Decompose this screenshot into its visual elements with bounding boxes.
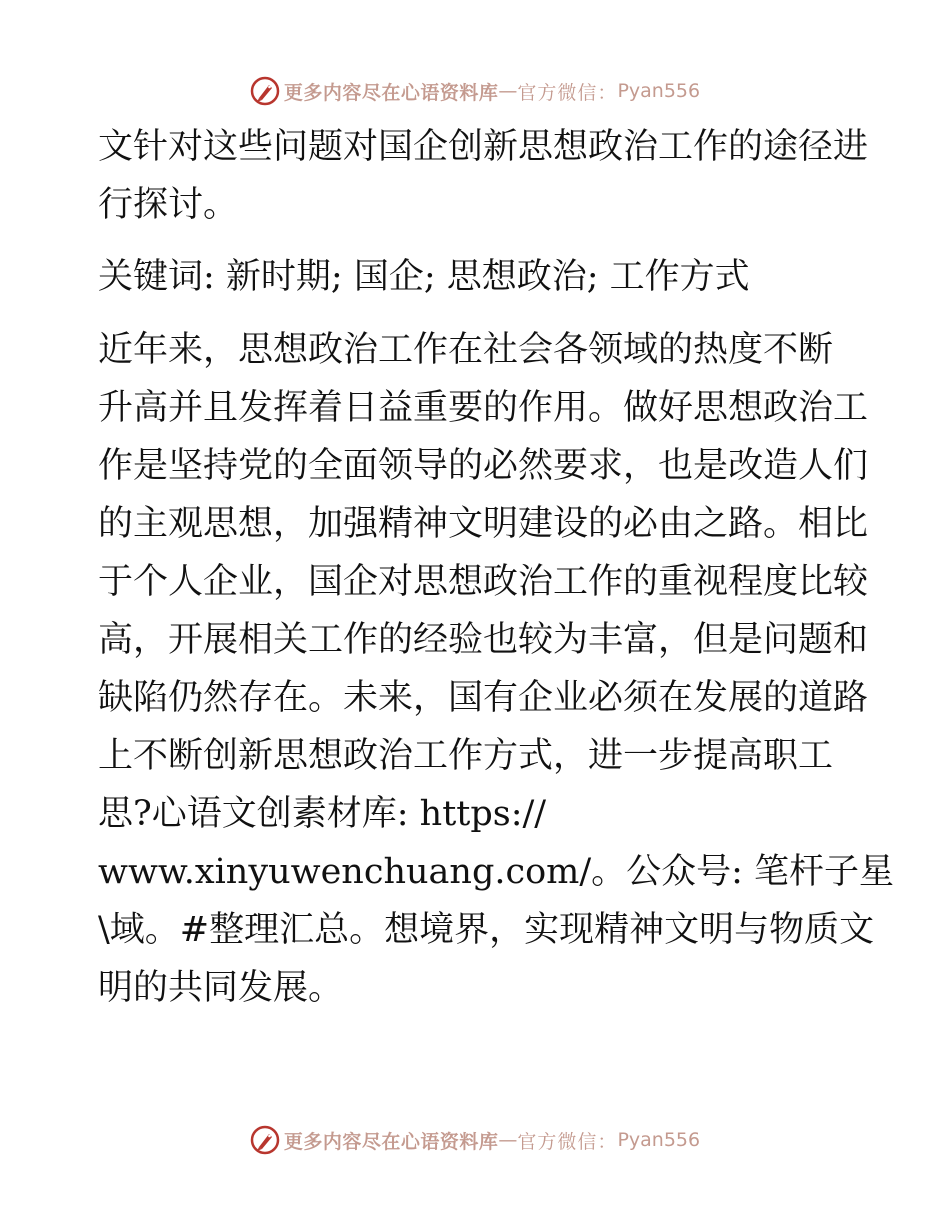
body-line: \域。#整理汇总。想境界，实现精神文明与物质文 — [98, 910, 875, 950]
body-line: 作是坚持党的全面领导的必然要求，也是改造人们 — [98, 446, 869, 486]
body-line: 近年来，思想政治工作在社会各领域的热度不断 — [98, 330, 834, 370]
body-line: 文针对这些问题对国企创新思想政治工作的途径进 — [98, 127, 869, 167]
banner-title: 更多内容尽在心语资料库 — [283, 1130, 499, 1153]
keywords-line: 关键词: 新时期; 国企; 思想政治; 工作方式 — [98, 257, 750, 297]
banner-subtitle: 官方微信： — [517, 1130, 618, 1153]
body-line: 升高并且发挥着日益重要的作用。做好思想政治工 — [98, 388, 869, 428]
pen-nib-logo-icon — [250, 76, 280, 106]
body-line: 的主观思想，加强精神文明建设的必由之路。相比 — [98, 504, 869, 544]
body-line: 行探讨。 — [98, 185, 239, 225]
body-line: 高，开展相关工作的经验也较为丰富，但是问题和 — [98, 620, 869, 660]
body-line: 明的共同发展。 — [98, 968, 344, 1008]
header-banner — [0, 71, 950, 111]
body-line: 于个人企业，国企对思想政治工作的重视程度比较 — [98, 562, 869, 602]
footer-banner — [0, 1120, 950, 1160]
body-line: www.xinyuwenchuang.com/。公众号: 笔杆子星 — [98, 852, 895, 892]
banner-title: 更多内容尽在心语资料库 — [283, 81, 499, 104]
pen-nib-logo-icon — [250, 1125, 280, 1155]
body-line: 上不断创新思想政治工作方式，进一步提高职工 — [98, 736, 834, 776]
banner-wechat-id: Pyan556 — [617, 80, 701, 102]
body-line: 缺陷仍然存在。未来，国有企业必须在发展的道路 — [98, 678, 869, 718]
body-line: 思?心语文创素材库: https:// — [98, 794, 547, 834]
banner-wechat-id: Pyan556 — [617, 1129, 701, 1151]
banner-dash: — — [498, 1129, 518, 1151]
banner-subtitle: 官方微信： — [517, 81, 618, 104]
banner-dash: — — [498, 80, 518, 102]
